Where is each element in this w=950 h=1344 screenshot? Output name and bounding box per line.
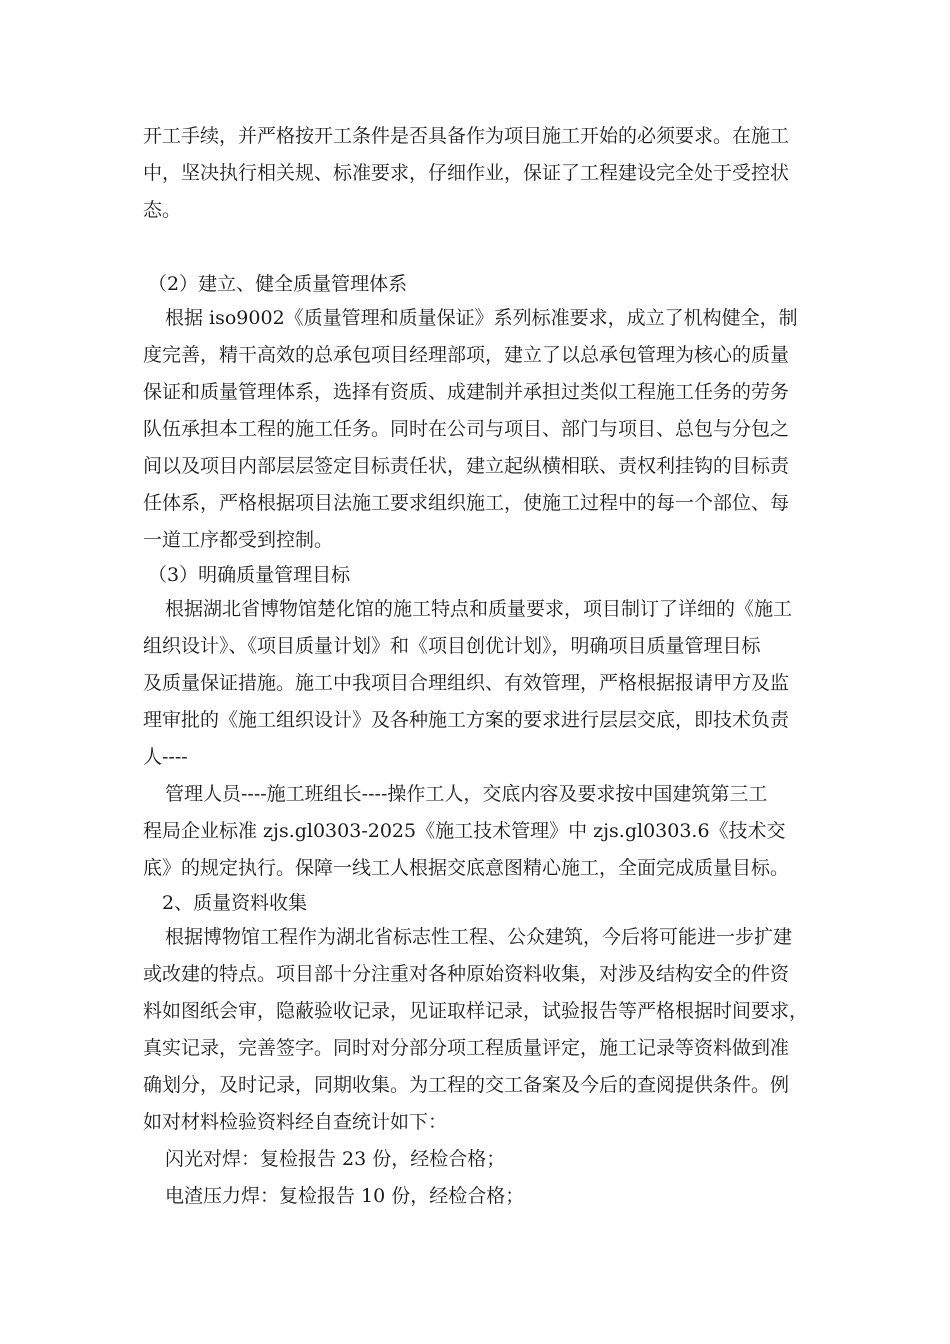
text-line: 任体系，严格根据项目法施工要求组织施工，使施工过程中的每一个部位、每 xyxy=(143,492,790,514)
list-item: 电渣压力焊：复检报告 10 份，经检合格； xyxy=(165,1185,525,1207)
paragraph-start: 根据 iso9002《质量管理和质量保证》系列标准要求，成立了机构健全，制 xyxy=(165,307,798,329)
text-line: 底》的规定执行。保障一线工人根据交底意图精心施工，全面完成质量目标。 xyxy=(143,857,790,879)
text-line: 组织设计》、《项目质量计划》和《项目创优计划》，明确项目质量管理目标 xyxy=(143,635,761,657)
text-line: 料如图纸会审，隐蔽验收记录，见证取样记录，试验报告等严格根据时间要求， xyxy=(143,1000,809,1022)
section-heading: 2、质量资料收集 xyxy=(162,892,308,914)
section-heading: （2）建立、健全质量管理体系 xyxy=(148,273,408,295)
text-line: 度完善，精干高效的总承包项目经理部项，建立了以总承包管理为核心的质量 xyxy=(143,344,790,366)
paragraph-start: 根据博物馆工程作为湖北省标志性工程、公众建筑，今后将可能进一步扩建 xyxy=(165,926,793,948)
text-line: 态。 xyxy=(143,199,182,221)
text-line: 或改建的特点。项目部十分注重对各种原始资料收集，对涉及结构安全的件资 xyxy=(143,963,790,985)
text-line: 如对材料检验资料经自查统计如下： xyxy=(143,1111,448,1133)
text-line: 开工手续，并严格按开工条件是否具备作为项目施工开始的必须要求。在施工 xyxy=(143,125,790,147)
list-item: 闪光对焊：复检报告 23 份，经检合格； xyxy=(165,1148,506,1170)
text-line: 人---- xyxy=(143,746,188,768)
text-line: 保证和质量管理体系，选择有资质、成建制并承担过类似工程施工任务的劳务 xyxy=(143,381,790,403)
text-line: 确划分，及时记录，同期收集。为工程的交工备案及今后的查阅提供条件。例 xyxy=(143,1074,790,1096)
text-line: 中，坚决执行相关规、标准要求，仔细作业，保证了工程建设完全处于受控状 xyxy=(143,162,790,184)
text-line: 队伍承担本工程的施工任务。同时在公司与项目、部门与项目、总包与分包之 xyxy=(143,418,790,440)
section-heading: （3）明确质量管理目标 xyxy=(148,564,351,586)
paragraph-start: 管理人员----施工班组长----操作工人，交底内容及要求按中国建筑第三工 xyxy=(165,783,768,805)
text-line: 真实记录，完善签字。同时对分部分项工程质量评定，施工记录等资料做到准 xyxy=(143,1037,790,1059)
text-line: 程局企业标准 zjs.gl0303-2025《施工技术管理》中 zjs.gl0303.6《技术交 xyxy=(143,820,786,842)
text-line: 间以及项目内部层层签定目标责任状，建立起纵横相联、责权利挂钩的目标责 xyxy=(143,455,790,477)
text-line: 一道工序都受到控制。 xyxy=(143,529,334,551)
text-line: 理审批的《施工组织设计》及各种施工方案的要求进行层层交底，即技术负责 xyxy=(143,709,790,731)
text-line: 及质量保证措施。施工中我项目合理组织、有效管理，严格根据报请甲方及监 xyxy=(143,672,790,694)
paragraph-start: 根据湖北省博物馆楚化馆的施工特点和质量要求，项目制订了详细的《施工 xyxy=(165,598,793,620)
